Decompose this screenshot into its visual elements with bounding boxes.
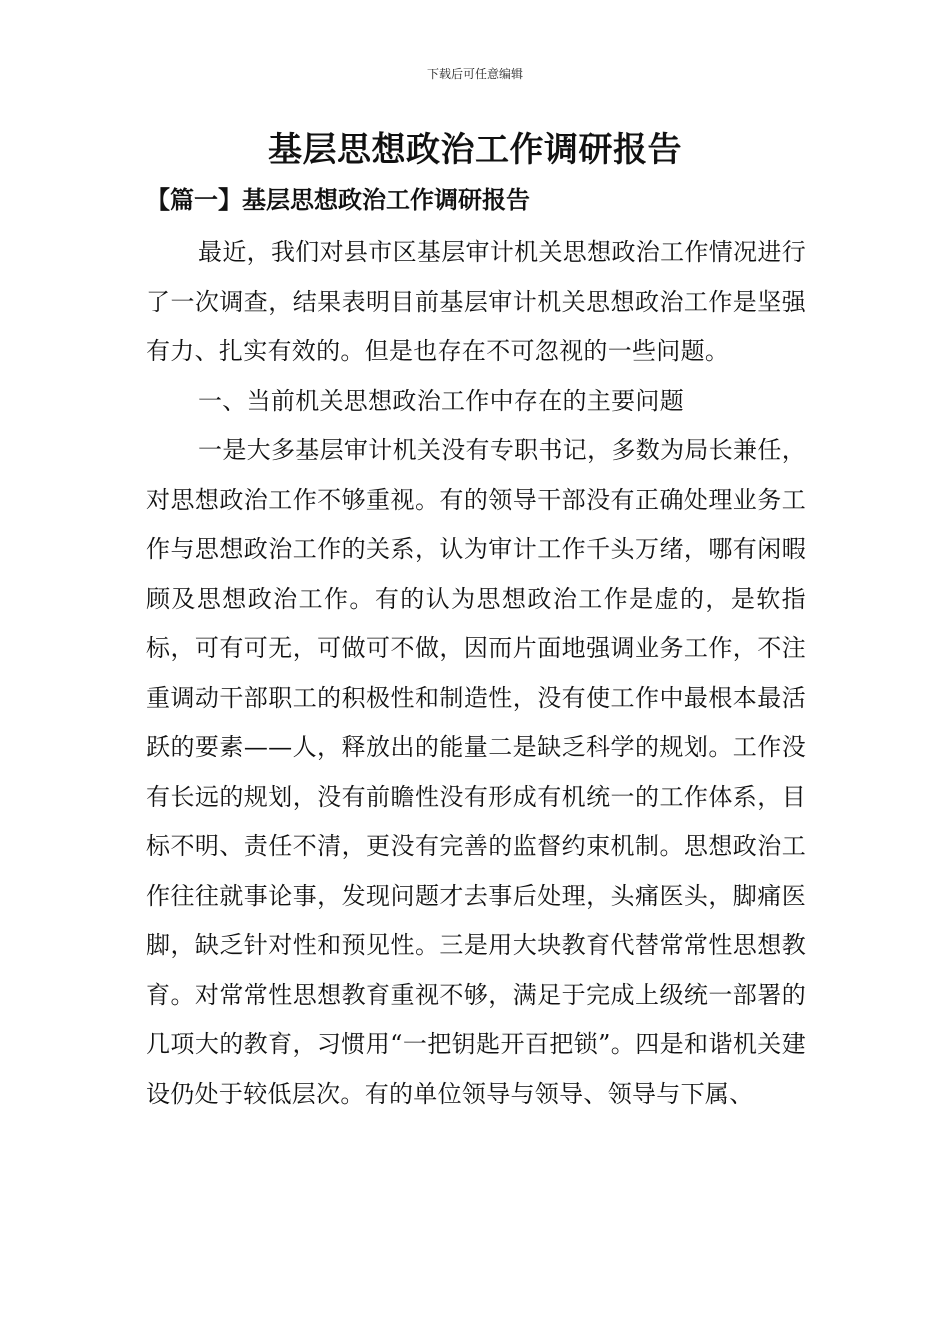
document-title: 基层思想政治工作调研报告 <box>268 130 682 170</box>
paragraph-problems: 一是大多基层审计机关没有专职书记，多数为局长兼任，对思想政治工作不够重视。有的领导干部没有正确处理业务工作与思想政治工作的关系，认为审计工作千头万绪，哪有闲暇顾及思想政治工作。有的认为思想政治工作是虚的，是软指标，可有可无，可做可不做，因而片面地强调业务工作，不注重调动干部职工的积极性和制造性，没有使工作中最根本最活跃的要素——人，释放出的能量二是缺乏科学的规划。工作没有长远的规划，没有前瞻性没有形成有机统一的工作体系，目标不明、责任不清，更没有完善的监督约束机制。思想政治工作往往就事论事，发现问题才去事后处理，头痛医头，脚痛医脚，缺乏针对性和预见性。三是用大块教育代替常常性思想教育。对常常性思想教育重视不够，满足于完成上级统一部署的几项大的教育，习惯用“一把钥匙开百把锁”。四是和谐机关建设仍处于较低层次。有的单位领导与领导、领导与下属、 <box>146 436 806 1108</box>
section-heading: 【篇一】基层思想政治工作调研报告 <box>146 185 530 214</box>
document-body <box>146 228 806 1119</box>
paragraph-subheading: 一、当前机关思想政治工作中存在的主要问题 <box>198 386 684 415</box>
paragraph-intro: 最近，我们对县市区基层审计机关思想政治工作情况进行了一次调查，结果表明目前基层审计机关思想政治工作是坚强有力、扎实有效的。但是也存在不可忽视的一些问题。 <box>146 238 806 365</box>
header-note: 下载后可任意编辑 <box>426 67 523 81</box>
